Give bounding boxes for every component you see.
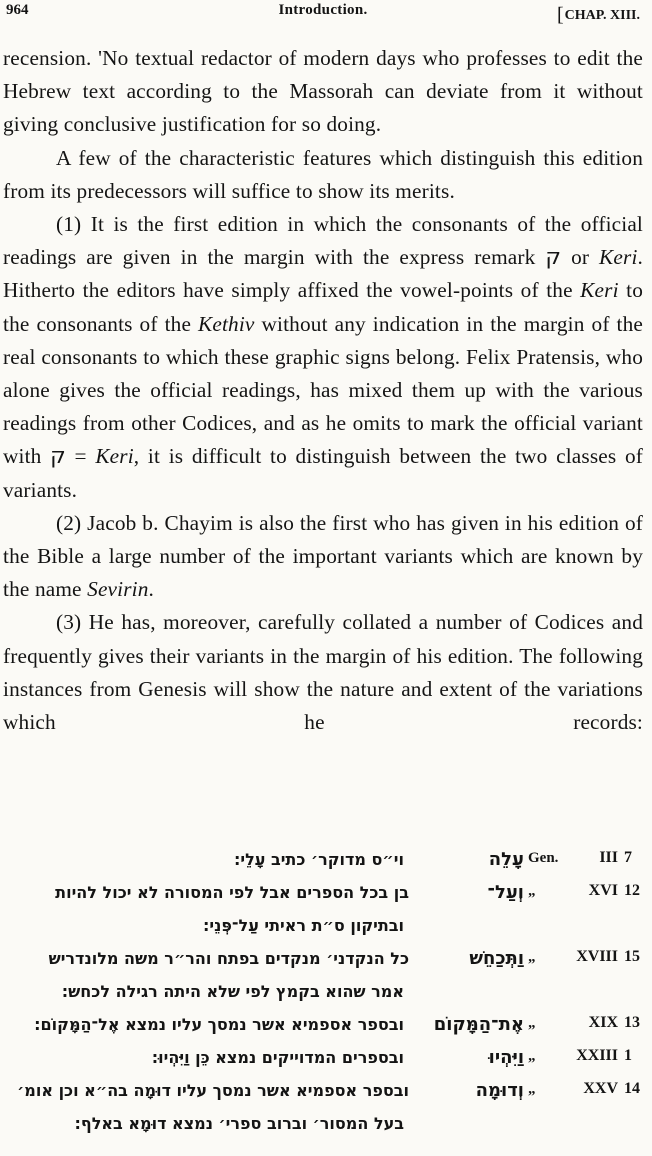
variant-word: וַתְּכַחֵשׁ <box>469 948 524 969</box>
table-row <box>4 877 646 910</box>
table-row <box>4 1075 646 1108</box>
chapter-number: XVI <box>588 882 618 899</box>
variant-comment: כל הנקדני׳ מנקדים בפתח והר״ר משה מלונדריש <box>48 949 409 968</box>
variant-comment: ובספר אספמיא אשר נמסך עליו דוּמָה בה״א וכן אומ׳ <box>17 1081 409 1100</box>
book-name: „ <box>528 1081 536 1097</box>
book-name: „ <box>528 883 536 899</box>
table-row <box>4 976 646 1009</box>
book-name: „ <box>528 949 536 965</box>
chapter-number: XXIII <box>576 1047 618 1064</box>
table-row <box>4 1009 646 1042</box>
variant-comment: ובספר אספמיא אשר נמסך עליו נמצא אֶל־הַמָּקוֹם: <box>34 1015 404 1034</box>
variant-comment: ובספרים המדוייקים נמצא כֵּן וַיִּהְיוּ: <box>151 1048 404 1067</box>
variant-comment: אמר שהוא בקמץ לפי שלא היתה רגילה לכחש: <box>61 982 404 1001</box>
book-name: „ <box>528 1015 536 1031</box>
page-number: 964 <box>6 2 29 18</box>
variant-word: וְדוּמָה <box>475 1080 524 1101</box>
variant-comment: בן בכל הספרים אבל לפי המסורה לא יכול להיות <box>55 883 409 902</box>
running-header <box>6 2 640 26</box>
verse-number: 1 <box>624 1047 632 1064</box>
book-name: „ <box>528 1048 536 1064</box>
chapter-number: III <box>599 849 618 866</box>
verse-number: 12 <box>624 882 640 899</box>
book-name: Gen. <box>528 850 559 866</box>
variant-word: וְעַל־ <box>487 882 524 903</box>
chapter-number: XXV <box>583 1080 618 1097</box>
verse-number: 15 <box>624 948 640 965</box>
verse-number: 13 <box>624 1014 640 1031</box>
paragraph-1: recension. 'No textual redactor of modern days who professes to edit the Hebrew text according to the Massorah can deviate from it without giving conclusive justification for so doing. <box>3 46 643 137</box>
running-title: Introduction. <box>278 2 368 18</box>
table-row <box>4 943 646 976</box>
paragraph-5: (3) He has, moreover, carefully collated a number of Codices and frequently gives their variants in the margin of his edition. The following instances from Genesis will show the nature and extent of the variations which he records: <box>3 610 643 735</box>
table-row <box>4 1042 646 1075</box>
table-row <box>4 1108 646 1141</box>
variant-comment: בעל המסור׳ וברוב ספרי׳ נמצא דוּמָא באלף: <box>74 1114 404 1133</box>
variant-word: וַיִּהְיוּ <box>488 1047 524 1068</box>
variant-word: עָלֵה <box>488 849 524 870</box>
paragraph-4: (2) Jacob b. Chayim is also the first who has given in his edition of the Bible a large number of the important variants which are known by the name Sevirin. <box>3 510 643 602</box>
table-row <box>4 910 646 943</box>
chapter-label: [CHAP. XIII. <box>556 4 640 26</box>
paragraph-2: A few of the characteristic features which distinguish this edition from its predecessors will suffice to show its merits. <box>3 145 643 203</box>
chapter-number: XVIII <box>576 948 618 965</box>
verse-number: 7 <box>624 849 632 866</box>
variant-comment: וי״ס מדוקר׳ כתיב עָלֵי: <box>233 850 404 869</box>
variant-comment: ובתיקון ס״ת ראיתי עַל־פְּנֵי: <box>203 916 404 935</box>
variant-word: אֶת־הַמָּקוֹם <box>433 1014 524 1035</box>
body-text <box>3 42 643 739</box>
variants-table <box>4 844 646 1141</box>
verse-number: 14 <box>624 1080 640 1097</box>
table-row <box>4 844 646 877</box>
paragraph-3: (1) It is the first edition in which the consonants of the official readings are given in the margin with the express remark ק or Keri. Hitherto the editors have simply affixed the vowel-points of the Keri to the consonants of the Kethiv without any indication in the margin of the real consonants to which these graphic signs belong. Felix Pratensis, who alone gives the official readings, has mixed them up with the various readings from other Codices, and as he omits to mark the official variant with ק = Keri, it is difficult to distinguish between the two classes of variants. <box>3 212 644 502</box>
chapter-number: XIX <box>588 1014 618 1031</box>
